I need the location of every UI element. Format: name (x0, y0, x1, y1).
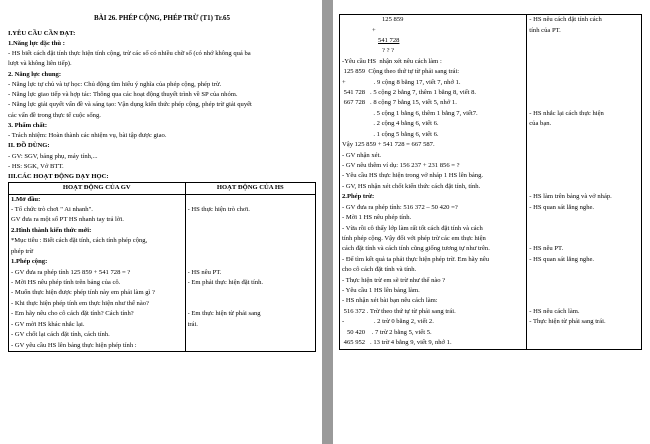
gv-line: + . 9 cộng 8 bằng 17, viết 7, nhớ 1. (342, 78, 461, 86)
gv-line: + (372, 26, 376, 34)
gv-line: - Vừa rồi cô thấy lớp làm rất tốt cách đặt tính và cách (342, 224, 483, 232)
hs-column (527, 15, 642, 350)
text-line: 1.Năng lực đặc thù : (8, 39, 65, 47)
hs-line (529, 88, 639, 98)
hs-line: tính của PT. (529, 26, 561, 34)
gv-line: phép trừ (11, 247, 34, 255)
hs-line (188, 215, 313, 225)
gv-line: -Yêu cầu HS nhận xét nêu cách làm : (342, 57, 442, 65)
gv-line: - Để tìm kết quả ta phải thực hiện phép trừ. Em hãy nêu (342, 255, 490, 263)
text-line: 3. Phẩm chất: (8, 121, 48, 129)
left-intro (8, 29, 316, 183)
gv-line: - HS nhận xét bài bạn nêu cách làm: (342, 297, 438, 305)
text-line: lượt và không liên tiếp). (8, 60, 72, 68)
gv-line: - Thực hiện trừ em sẽ trừ như thế nào ? (342, 276, 446, 284)
text-line: - Trách nhiệm: Hoàn thành các nhiệm vụ, bài tập được giao. (8, 132, 167, 140)
page-right (333, 0, 650, 444)
gv-line: cho cô cách đặt tính và tính. (342, 266, 417, 274)
activity-table-right (339, 14, 642, 350)
header-gv: HOẠT ĐỘNG CỦA GV (9, 183, 186, 194)
gv-column (9, 194, 186, 351)
hs-line (188, 226, 313, 236)
hs-line: - Em thực hiện từ phải sang (187, 310, 261, 318)
gv-line: . 1 cộng 5 bằng 6, viết 6. (342, 130, 439, 138)
hs-line (529, 328, 639, 338)
gv-line: 125 859 Cộng theo thứ tự từ phải sang trái: (342, 68, 460, 76)
hs-line (529, 36, 639, 46)
hs-line: - HS nhắc lại cách thực hiện (529, 109, 604, 117)
text-line: - Năng lực giao tiếp và hợp tác: Thông qua các hoạt động thuyết trình về SP của nhóm. (8, 91, 238, 99)
hs-line (529, 286, 639, 296)
text-line: - HS biết cách đặt tính thực hiện tính cộng, trừ các số có nhiều chữ số (có nhớ không quá ba (8, 50, 251, 58)
gv-column (340, 15, 527, 350)
text-line: 2. Năng lực chung: (8, 70, 62, 78)
text-line: - Năng lực giải quyết vấn đề và sáng tạo: Vận dụng kiến thức phép cộng, phép trừ giải quyết (8, 101, 252, 109)
hs-line: - HS nêu PT. (529, 245, 564, 253)
hs-line: - HS làm trên bảng và vở nháp. (529, 193, 612, 201)
hs-line: - HS nêu cách đặt tính cách (529, 16, 602, 24)
gv-line: *Mục tiêu : Biết cách đặt tính, cách tính phép cộng, (11, 237, 148, 245)
gv-line: ? ? ? (382, 47, 395, 55)
text-line: - GV: SGV, bảng phụ, máy tính,... (8, 152, 98, 160)
hs-line (529, 265, 639, 275)
hs-line (529, 57, 639, 67)
hs-line (529, 140, 639, 150)
gv-line: - . 2 trừ 0 bằng 2, viết 2. (342, 318, 434, 326)
gv-line: tính phép cộng. Vậy đối với phép trừ các em thực hiện (342, 234, 486, 242)
hs-column (185, 194, 315, 351)
gv-line: 516 372 . Trừ theo thứ tự từ phải sang trái. (342, 307, 456, 315)
gv-line: 2.Phép trừ: (342, 193, 375, 201)
gv-line: 1.Mở đầu: (11, 195, 41, 203)
gv-line: - GV đưa ra phép tính 125 859 + 541 728 = ? (11, 268, 131, 276)
hs-line (529, 171, 639, 181)
hs-line: - Em phải thực hiện đặt tính. (187, 278, 264, 286)
gv-line: - Mời HS nêu phép tính trên bảng của cô. (11, 278, 121, 286)
page-left (0, 0, 322, 444)
gv-line: - Yêu cầu 1 HS lên bảng làm. (342, 287, 420, 295)
hs-line (529, 130, 639, 140)
hs-line: trái. (187, 320, 198, 328)
hs-line (529, 46, 639, 56)
gv-line: 2.Hình thành kiến thức mới: (11, 226, 92, 234)
text-line: - HS: SGK, Vở BTT. (8, 162, 64, 170)
hs-line (529, 234, 639, 244)
hs-line (529, 213, 639, 223)
gv-line: - GV nêu thêm ví dụ: 156 237 + 231 856 = ? (342, 162, 460, 169)
gv-line: - GV chốt lại cách đặt tính, cách tính. (11, 331, 110, 339)
hs-line: - HS quan sát lắng nghe. (529, 203, 595, 211)
gv-line: 541 728 . 5 cộng 2 bằng 7, thêm 1 bằng 8, viết 8. (342, 89, 477, 97)
gv-line: - GV mời HS khác nhắc lại. (11, 320, 85, 328)
gv-line: - GV yêu cầu HS lên bảng thực hiện phép tính : (11, 341, 137, 349)
gv-line: - GV, HS nhận xét chốt kiến thức cách đặt tính, tính. (342, 182, 481, 190)
hs-line (529, 182, 639, 192)
gv-line: - Em hãy nêu cho cô cách đặt tính? Cách tính? (11, 310, 134, 318)
hs-line (188, 288, 313, 298)
text-line: các vấn đề trong thực tế cuộc sống. (8, 111, 101, 119)
gv-line: - GV nhận xét. (342, 151, 382, 159)
hs-line (529, 276, 639, 286)
gv-line: 50 420 . 7 trừ 2 bằng 5, viết 5. (342, 328, 432, 336)
hs-line (529, 67, 639, 77)
hs-line: - Thực hiện từ phải sang trái. (529, 318, 606, 326)
gv-line: - Khi thực hiện phép tính em thực hiện như thế nào? (11, 299, 149, 307)
text-line: II. ĐỒ DÙNG: (8, 142, 50, 150)
activity-table-left (8, 182, 316, 352)
hs-line (529, 150, 639, 160)
hs-line (188, 195, 313, 205)
gv-line: 125 859 (382, 16, 404, 24)
hs-line (188, 340, 313, 350)
header-hs: HOẠT ĐỘNG CỦA HS (185, 183, 315, 194)
hs-line (529, 98, 639, 108)
text-line: I.YÊU CẦU CẦN ĐẠT: (8, 29, 76, 37)
gv-line: - Yêu cầu HS thực hiện trong vở nháp 1 HS lên bảng. (342, 172, 484, 180)
text-line: III.CÁC HOẠT ĐỘNG DẠY HỌC: (8, 173, 109, 181)
gv-line: 1.Phép cộng: (11, 258, 48, 266)
hs-line (188, 299, 313, 309)
hs-line (188, 330, 313, 340)
gv-line: - Tổ chức trò chơi " Ai nhanh". (11, 206, 93, 214)
gv-line: Vậy 125 859 + 541 728 = 667 587. (342, 141, 435, 149)
gv-line: . 2 cộng 4 bằng 6, viết 6. (342, 120, 439, 128)
lesson-title: BÀI 26. PHÉP CỘNG, PHÉP TRỪ (T1) Tr.65 (94, 14, 230, 22)
hs-line (529, 78, 639, 88)
gv-line: . 5 cộng 1 bằng 6, thêm 1 bằng 7, viết7. (342, 109, 478, 117)
hs-line (529, 338, 639, 348)
gv-line: 465 952 . 13 trừ 4 bằng 9, viết 9, nhớ 1. (342, 339, 452, 347)
hs-line (188, 257, 313, 267)
hs-line (529, 296, 639, 306)
gv-line: cách đặt tính và cách tính cũng giống tương tự như trên. (342, 245, 490, 253)
gv-line: - GV đưa ra phép tính: 516 372 – 50 420 =? (342, 203, 458, 211)
hs-line: của bạn. (529, 120, 552, 128)
hs-line (188, 236, 313, 246)
hs-line (529, 161, 639, 171)
text-line: - Năng lực tự chủ và tự học: Chủ động tìm hiểu ý nghĩa của phép cộng, phép trừ. (8, 80, 222, 88)
hs-line: - HS nêu PT. (187, 268, 222, 276)
hs-line (188, 247, 313, 257)
hs-line: - HS thực hiện trò chơi. (187, 206, 250, 214)
gv-line: GV đưa ra một số PT HS nhanh tay trả lời. (11, 216, 124, 224)
gv-line: 541 728 (378, 36, 400, 44)
gv-line: 667 728 . 8 cộng 7 bằng 15, viết 5, nhớ 1. (342, 99, 457, 107)
hs-line: - HS quan sát lắng nghe. (529, 255, 595, 263)
hs-line (529, 223, 639, 233)
gv-line: - Muốn thực hiện được phép tính này em phải làm gì ? (11, 289, 155, 297)
hs-line: - HS nêu cách làm. (529, 307, 580, 315)
gv-line: - Mời 1 HS nêu phép tính. (342, 214, 412, 222)
